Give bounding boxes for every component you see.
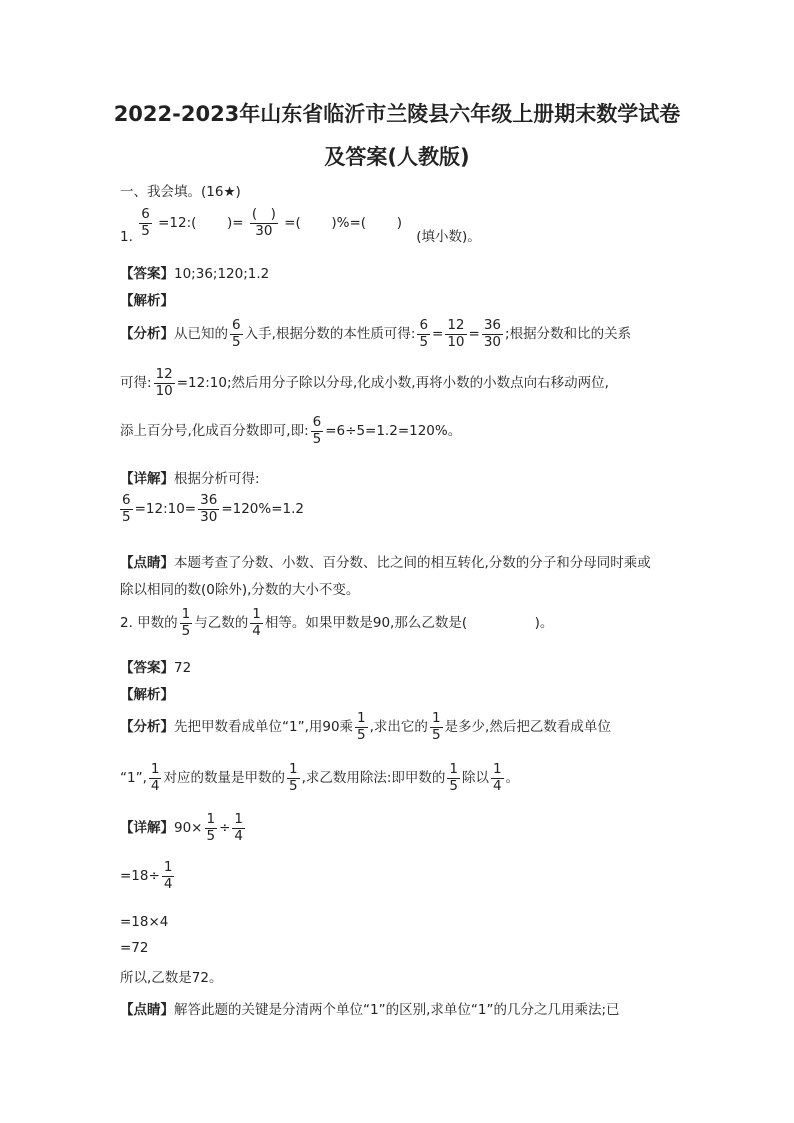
equation-text: =12:( bbox=[158, 215, 197, 232]
analysis-heading: 【解析】 bbox=[120, 293, 174, 309]
analysis-line-2: “1”, $\frac{1}{4}$ 对应的数量是甲数的 $\frac{1}{5}$ ,求乙数用除法:即甲数的 $\frac{1}{5}$ 除以 $\frac{1}{4}$ 。 bbox=[120, 761, 520, 794]
analysis-line-3: 添上百分号,化成百分数即可,即: $\frac{6}{5}$ =6÷5=1.2=120%。 bbox=[120, 414, 462, 447]
detail-line: 【详解】90× $\frac{1}{5}$ ÷ $\frac{1}{4}$ bbox=[120, 811, 243, 844]
question-note: (填小数)。 bbox=[416, 229, 481, 246]
answer-line: 【答案】10;36;120;1.2 bbox=[120, 266, 270, 282]
analysis-line-2: 可得: $\frac{12}{10}$ =12:10;然后用分子除以分母,化成小数,再将小数的小数点向右移动两位, bbox=[120, 366, 609, 399]
document-title-line1: 2022-2023年山东省临沂市兰陵县六年级上册期末数学试卷 bbox=[113, 102, 681, 126]
comment-line-2: 除以相同的数(0除外),分数的大小不变。 bbox=[120, 582, 360, 598]
equation-text: =( bbox=[284, 215, 301, 232]
fraction: ( ) 30 bbox=[251, 206, 276, 239]
question-1 bbox=[120, 207, 481, 245]
fraction: $\frac{6}{5}$ bbox=[141, 206, 150, 239]
detail-equation: $\frac{6}{5}$ =12:10= $\frac{36}{30}$ =120%=1.2 bbox=[122, 492, 304, 525]
question-number: 1. bbox=[120, 229, 133, 246]
detail-step-3: =72 bbox=[120, 940, 149, 956]
equation-text: )%=( bbox=[331, 215, 367, 232]
detail-line: 【详解】根据分析可得: bbox=[120, 471, 260, 487]
equation-text: ) bbox=[396, 215, 402, 232]
question-2: 2. 甲数的 $\frac{1}{5}$ 与乙数的 $\frac{1}{4}$ 相等。如果甲数是90,那么乙数是( )。 bbox=[120, 606, 554, 639]
analysis-line-1: 【分析】从已知的 $\frac{6}{5}$ 入手,根据分数的本性质可得: $\frac{6}{5}$ = $\frac{12}{10}$ = $\frac{36}{30}$ ;根据分数和比的关系 bbox=[120, 317, 632, 350]
comment-line: 【点睛】解答此题的关键是分清两个单位“1”的区别,求单位“1”的几分之几用乘法;已 bbox=[120, 1002, 620, 1018]
analysis-line-1: 【分析】先把甲数看成单位“1”,用90乘 $\frac{1}{5}$ ,求出它的 $\frac{1}{5}$ 是多少,然后把乙数看成单位 bbox=[120, 710, 611, 743]
section-heading: 一、我会填。(16★) bbox=[120, 184, 241, 200]
document-title-line2: 及答案(人教版) bbox=[324, 145, 470, 169]
detail-step-2: =18×4 bbox=[120, 914, 169, 930]
answer-line: 【答案】72 bbox=[120, 660, 192, 676]
comment-line-1: 【点睛】本题考查了分数、小数、百分数、比之间的相互转化,分数的分子和分母同时乘或 bbox=[120, 555, 651, 571]
equation-text: )= bbox=[226, 215, 244, 232]
analysis-heading: 【解析】 bbox=[120, 687, 174, 703]
conclusion: 所以,乙数是72。 bbox=[120, 970, 223, 986]
detail-step-1: =18÷ $\frac{1}{4}$ bbox=[120, 859, 173, 892]
